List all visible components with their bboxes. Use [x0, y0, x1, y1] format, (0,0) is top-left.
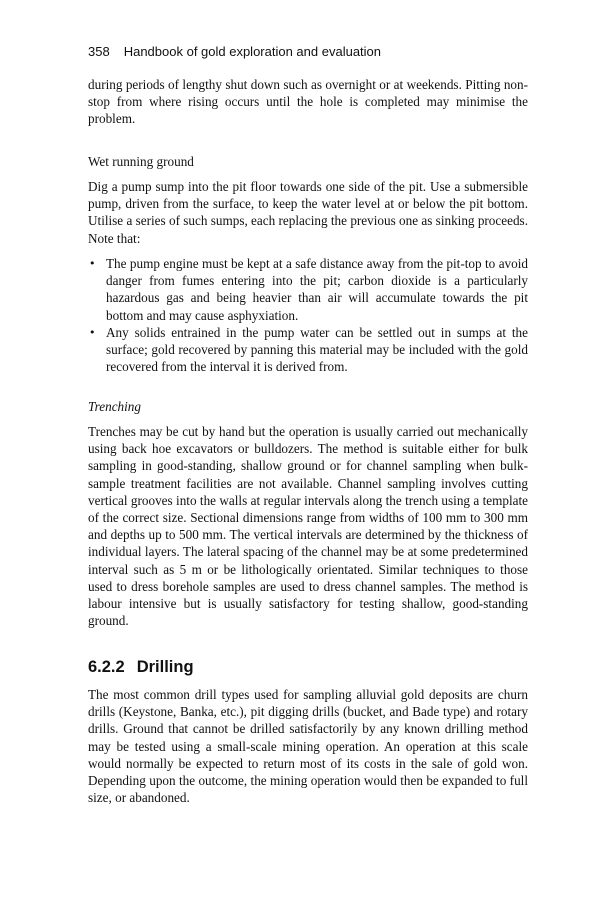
section-number: 6.2.2 — [88, 658, 125, 676]
subheading-trenching: Trenching — [88, 399, 141, 414]
bullet-text: The pump engine must be kept at a safe distance away from the pit-top to avoid danger from fumes entering into the pit; carbon dioxide is a particularly hazardous gas and being heavier than air will accumulate towards the pit bottom and may cause asphyxiation. — [106, 256, 528, 323]
bullet-text: Any solids entrained in the pump water can be settled out in sumps at the surface; gold recovered by panning this material may be included with the gold recovered from the interval it is derived from. — [106, 324, 528, 375]
paragraph-trenching: Trenches may be cut by hand but the operation is usually carried out mechanically using back hoe excavators or bulldozers. The method is suitable either for bulk sampling in good-standing, shallow ground or for channel sampling when bulk-sample treatment facilities are not available. Channel sampling involves cutting vertical grooves into the walls at regular intervals along the trench using a template of the correct size. Sectional dimensions range from widths of 100 mm to 300 mm and depths up to 500 mm. The vertical intervals are determined by the thickness of individual layers. The lateral spacing of the channel may be at some predetermined interval such as 5 m or be lithologically orientated. Similar techniques to those used to dress borehole samples are used to dress channel samples. The method is labour intensive but is usually satisfactory for testing shallow, good-standing ground. — [88, 424, 528, 629]
bullet-icon: • — [89, 257, 96, 270]
section-title: Drilling — [136, 658, 194, 676]
bullet-icon: • — [89, 325, 96, 339]
bullet-item-pump-engine — [88, 255, 528, 324]
bullet-list — [88, 255, 528, 375]
running-header — [88, 44, 528, 60]
section-heading-drilling — [88, 657, 528, 677]
paragraph-intro: during periods of lengthy shut down such as overnight or at weekends. Pitting non-stop from where rising occurs until the hole is completed may minimise the problem. — [88, 77, 528, 127]
paragraph-wet-running-ground: Dig a pump sump into the pit floor towards one side of the pit. Use a submersible pump, driven from the surface, to keep the water level at or below the pit bottom. Utilise a series of such sumps, each replacing the previous one as sinking proceeds. Note that: — [88, 179, 528, 246]
book-title: Handbook of gold exploration and evaluation — [123, 44, 382, 59]
paragraph-drilling: The most common drill types used for sampling alluvial gold deposits are churn drills (Keystone, Banka, etc.), pit digging drills (bucket, and Bade type) and rotary drills. Ground that cannot be drilled satisfactorily by any known drilling method may be tested using a small-scale mining operation. An operation at this scale would normally be expected to return most of its costs in the sale of gold won. Depending upon the outcome, the mining operation would then be expanded to full size, or abandoned. — [88, 687, 528, 806]
page-number: 358 — [88, 44, 110, 59]
bullet-item-solids — [88, 324, 528, 376]
subheading-wet-running-ground: Wet running ground — [88, 154, 194, 169]
